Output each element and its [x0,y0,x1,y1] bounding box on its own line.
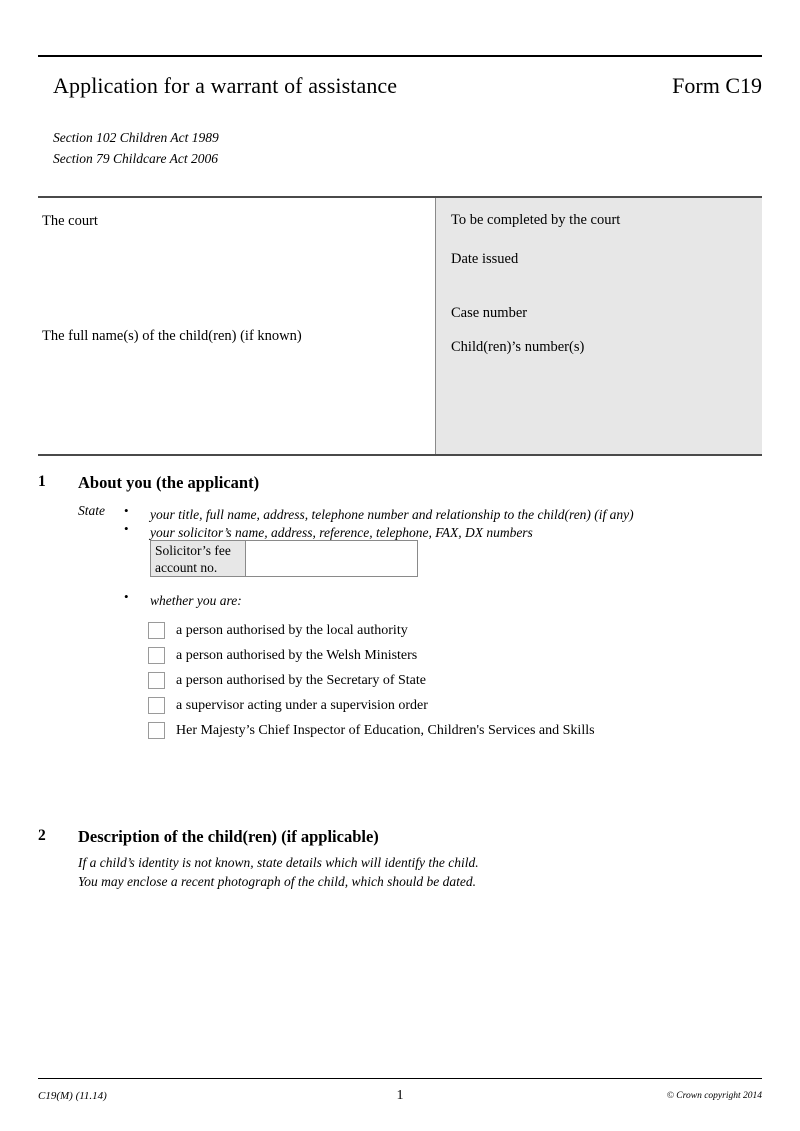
children-full-names-label: The full name(s) of the child(ren) (if known) [42,328,302,344]
statute-reference-1: Section 102 Children Act 1989 [53,130,219,145]
solicitor-fee-account-label [151,541,246,576]
section-1-bullet-1: your title, full name, address, telephone number and relationship to the child(ren) (if any) [150,507,634,522]
date-issued-label: Date issued [451,251,519,267]
section-2-note-1: If a child’s identity is not known, state details which will identify the child. [78,855,479,870]
section-1-bullet-2: your solicitor’s name, address, reference, telephone, FAX, DX numbers [150,525,533,540]
checkbox-supervisor[interactable] [148,697,165,714]
solicitor-fee-label-line-1: Solicitor’s fee [155,543,231,558]
checkbox-label: a supervisor acting under a supervision order [176,697,428,713]
page-title: Application for a warrant of assistance [53,73,398,98]
section-2-note-2: You may enclose a recent photograph of the child, which should be dated. [78,874,476,889]
case-number-label: Case number [451,305,528,321]
children-numbers-label: Child(ren)’s number(s) [451,339,585,355]
solicitor-fee-account-input[interactable] [246,541,417,576]
statute-reference-2: Section 79 Childcare Act 2006 [53,151,218,166]
court-details-left-column [38,198,435,454]
copyright-notice: © Crown copyright 2014 [666,1091,762,1101]
section-2-number: 2 [38,827,46,844]
bullet-marker-2: • [124,521,129,536]
court-name-label: The court [42,213,98,229]
checkbox-row[interactable] [148,693,595,718]
court-details-box [38,196,762,456]
state-instruction-label: State [78,503,105,518]
checkbox-row[interactable] [148,668,595,693]
section-1-number: 1 [38,473,46,490]
checkbox-chief-inspector[interactable] [148,722,165,739]
header-divider [38,55,762,57]
solicitor-fee-account-field[interactable] [150,540,418,577]
page-number: 1 [396,1088,404,1103]
checkbox-welsh-ministers[interactable] [148,647,165,664]
solicitor-fee-label-line-2: account no. [155,559,218,575]
checkbox-row[interactable] [148,618,595,643]
bullet-marker-1: • [124,503,129,518]
checkbox-local-authority[interactable] [148,622,165,639]
section-2-title: Description of the child(ren) (if applicable) [78,827,379,846]
section-1-title: About you (the applicant) [78,473,260,492]
checkbox-label: a person authorised by the Secretary of State [176,672,426,688]
form-code: Form C19 [672,73,762,98]
checkbox-label: a person authorised by the local authority [176,622,408,638]
checkbox-label: a person authorised by the Welsh Ministers [176,647,418,663]
form-reference: C19(M) (11.14) [38,1090,107,1102]
checkbox-label: Her Majesty’s Chief Inspector of Education, Children's Services and Skills [176,722,595,738]
checkbox-row[interactable] [148,718,595,743]
checkbox-row[interactable] [148,643,595,668]
applicant-type-checkbox-list [148,618,595,743]
bullet-marker-3: • [124,589,129,604]
checkbox-secretary-of-state[interactable] [148,672,165,689]
court-use-only-panel [435,198,762,454]
section-1-bullet-3: whether you are: [150,593,242,608]
court-panel-heading: To be completed by the court [451,212,621,228]
footer-divider [38,1078,762,1079]
